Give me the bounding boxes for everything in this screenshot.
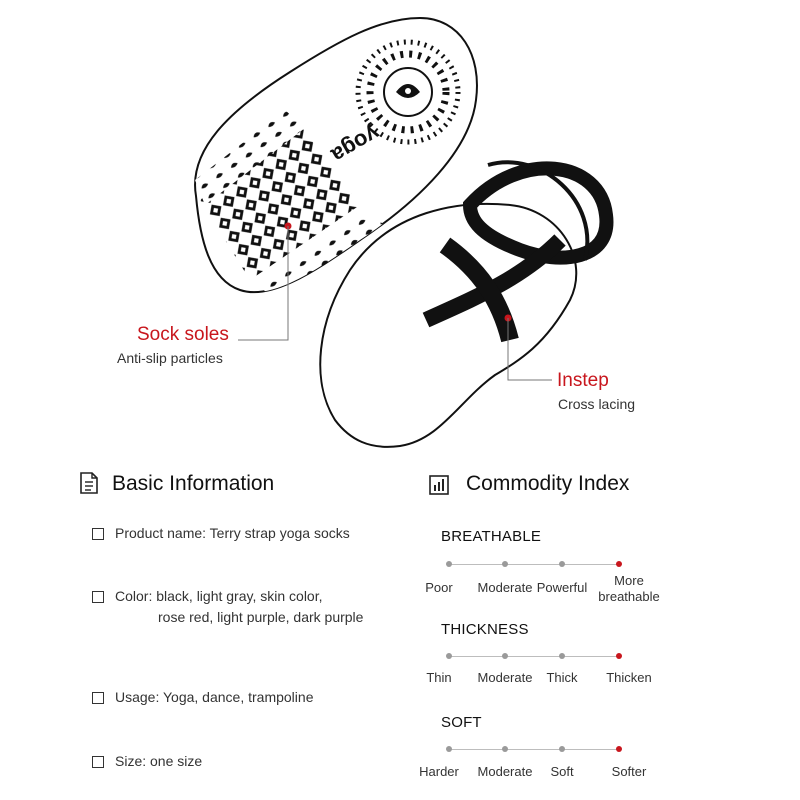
scale-label: Powerful (536, 580, 588, 595)
scale-dot (502, 746, 508, 752)
scale-dot-selected (616, 746, 622, 752)
scale-dot (446, 653, 452, 659)
commodity-index-heading: Commodity Index (466, 472, 630, 495)
checkbox-icon (92, 591, 104, 603)
sole-yoga-text: yoga (327, 120, 385, 169)
checkbox-icon (92, 692, 104, 704)
scale-label: Softer (611, 764, 647, 779)
scale-label: Moderate (477, 764, 533, 779)
scale-dot-selected (616, 653, 622, 659)
scale-label: Moderate (477, 580, 533, 595)
info-line: rose red, light purple, dark purple (158, 609, 364, 625)
scale-label: Thicken (606, 670, 652, 685)
document-icon (80, 472, 98, 499)
sock-soles-subtitle: Anti-slip particles (117, 350, 223, 366)
checkbox-icon (92, 528, 104, 540)
scale-label: Harder (419, 764, 459, 779)
info-item-product-name (92, 523, 350, 544)
scale-dot-selected (616, 561, 622, 567)
basic-information-heading: Basic Information (112, 472, 275, 495)
scale-label: More breathable (598, 573, 660, 604)
info-line: Size: one size (115, 753, 203, 769)
scale-title-breathable: BREATHABLE (441, 528, 542, 545)
scale-dot (559, 653, 565, 659)
checkbox-icon (92, 756, 104, 768)
scale-dot (446, 746, 452, 752)
scale-label: Poor (425, 580, 453, 595)
scale-track (449, 656, 619, 657)
scale-dot (559, 561, 565, 567)
sock-soles-title: Sock soles (137, 324, 229, 345)
info-line: Usage: Yoga, dance, trampoline (115, 689, 314, 705)
scale-dot (502, 561, 508, 567)
scale-dot (502, 653, 508, 659)
scale-track (449, 564, 619, 565)
scale-title-thickness: THICKNESS (441, 621, 529, 638)
bar-chart-icon (429, 475, 449, 500)
scale-dot (559, 746, 565, 752)
scale-label: Thick (546, 670, 578, 685)
scale-track (449, 749, 619, 750)
info-item-color (92, 586, 363, 628)
instep-subtitle: Cross lacing (558, 396, 636, 412)
info-item-size (92, 751, 202, 772)
info-line: Color: black, light gray, skin color, (115, 588, 323, 604)
scale-label: Soft (550, 764, 574, 779)
scale-label: Moderate (477, 670, 533, 685)
scale-dot (446, 561, 452, 567)
scale-title-soft: SOFT (441, 714, 482, 731)
instep-title: Instep (557, 370, 609, 391)
info-line: Product name: Terry strap yoga socks (115, 525, 350, 541)
scale-label: Thin (426, 670, 452, 685)
info-item-usage (92, 687, 313, 708)
